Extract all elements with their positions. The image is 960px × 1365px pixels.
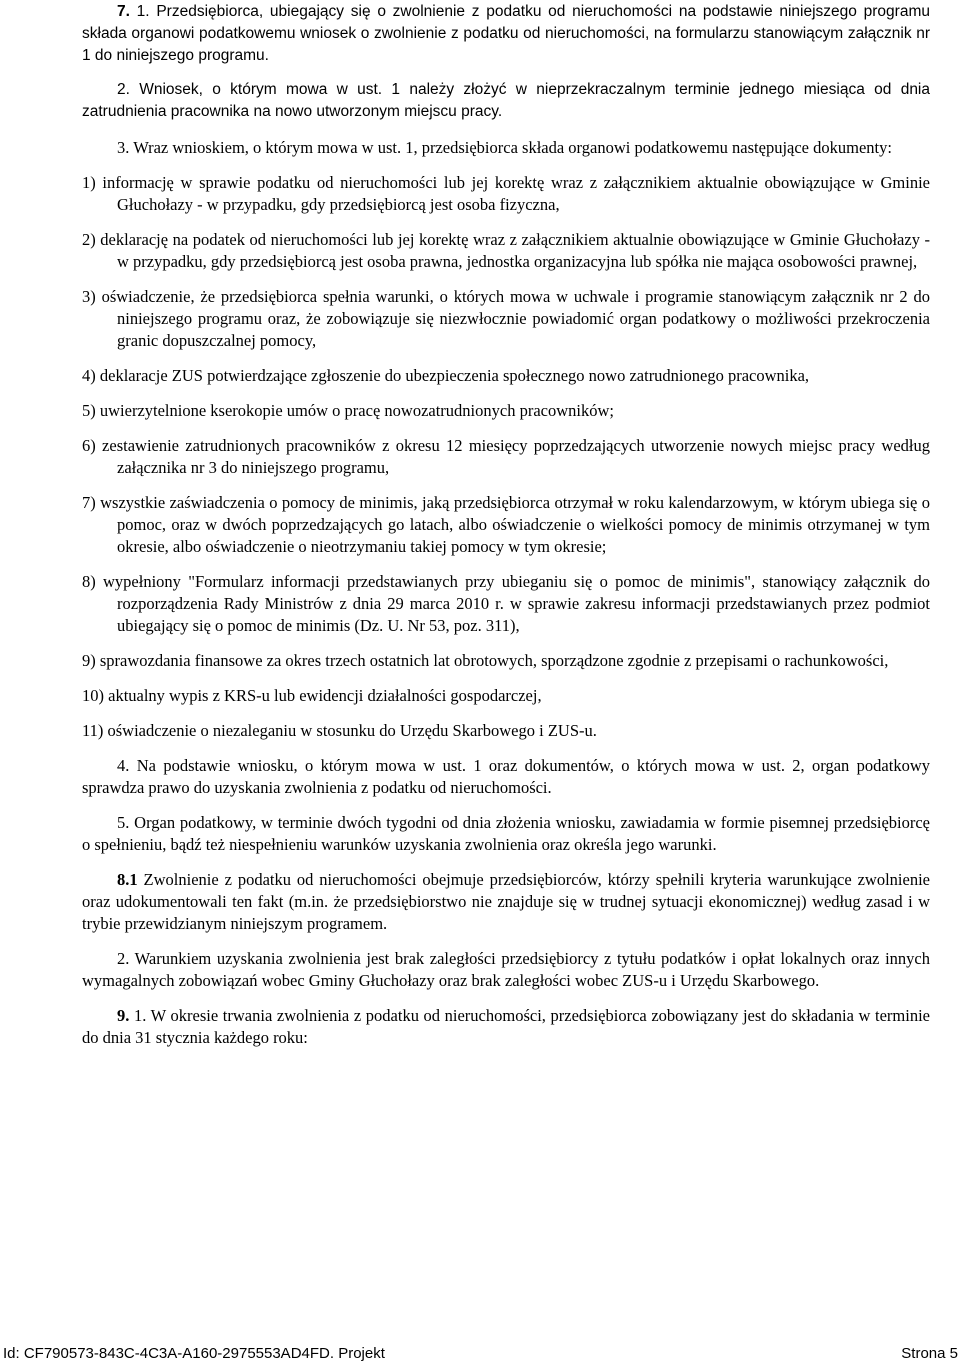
section-8-number: 8.1 (117, 870, 138, 889)
document-list-item-6: 6) zestawienie zatrudnionych pracowników z okresu 12 miesięcy poprzedzających utworzenie nowych miejsc pracy według załącznika nr 3 do niniejszego programu, (82, 436, 930, 477)
section-9-paragraph-1-text: 1. W okresie trwania zwolnienia z podatku od nieruchomości, przedsiębiorca zobowiązany jest do składania w terminie do dnia 31 stycznia każdego roku: (82, 1006, 930, 1047)
section-7-paragraph-3: 3. Wraz wnioskiem, o którym mowa w ust. 1, przedsiębiorca składa organowi podatkowemu następujące dokumenty: (117, 138, 892, 157)
section-7-number: 7. (117, 3, 130, 20)
document-list-item-7: 7) wszystkie zaświadczenia o pomocy de minimis, jaką przedsiębiorca otrzymał w roku kalendarzowym, w którym ubiega się o pomoc, oraz w dwóch poprzedzających go latach, albo oświadczenie o wielkości pomocy de minimis otrzymanej w tym okresie, albo oświadczenie o nieotrzymaniu takiej pomocy w tym okresie; (82, 493, 930, 556)
document-list-item-11: 11) oświadczenie o niezaleganiu w stosunku do Urzędu Skarbowego i ZUS-u. (82, 721, 597, 740)
page-number: Strona 5 (901, 1345, 958, 1362)
section-9-number: 9. (117, 1006, 130, 1025)
section-9-paragraph-1 (82, 1005, 930, 1049)
document-list-item-9: 9) sprawozdania finansowe za okres trzech ostatnich lat obrotowych, sporządzone zgodnie z przepisami o rachunkowości, (82, 651, 889, 670)
section-7-paragraph-1 (82, 1, 930, 67)
section-7-paragraph-5: 5. Organ podatkowy, w terminie dwóch tygodni od dnia złożenia wniosku, zawiadamia w formie pisemnej przedsiębiorcę o spełnieniu, bądź też niespełnieniu warunków uzyskania zwolnienia oraz określa jego warunki. (82, 813, 930, 854)
document-list-item-10: 10) aktualny wypis z KRS-u lub ewidencji działalności gospodarczej, (82, 686, 542, 705)
document-list-item-2: 2) deklarację na podatek od nieruchomości lub jej korektę wraz z załącznikiem aktualnie obowiązujące w Gminie Głuchołazy - w przypadku, gdy przedsiębiorcą jest osoba prawna, jednostka organizacyjna lub spółka nie mająca osobowości prawnej, (82, 230, 930, 271)
document-page (82, 0, 930, 1049)
document-list-item-3: 3) oświadczenie, że przedsiębiorca spełnia warunki, o których mowa w uchwale i programie stanowiącym załącznik nr 2 do niniejszego programu oraz, że zobowiązuje się niezwłocznie powiadomić organ podatkowy o możliwości przekroczenia granic dopuszczalnej pomocy, (82, 287, 930, 350)
document-list-item-8: 8) wypełniony "Formularz informacji przedstawianych przy ubieganiu się o pomoc de minimis", stanowiący załącznik do rozporządzenia Rady Ministrów z dnia 29 marca 2010 r. w sprawie zakresu informacji przedstawianych przez podmiot ubiegający się o pomoc de minimis (Dz. U. Nr 53, poz. 311), (82, 572, 930, 635)
section-8-paragraph-1-text: Zwolnienie z podatku od nieruchomości obejmuje przedsiębiorców, którzy spełnili kryteria warunkujące zwolnienie oraz udokumentowali ten fakt (m.in. że przedsiębiorstwo nie znajduje się w trudnej sytuacji ekonomicznej) według zasad i w trybie przewidzianym niniejszym programem. (82, 870, 930, 933)
section-7-paragraph-4: 4. Na podstawie wniosku, o którym mowa w ust. 1 oraz dokumentów, o których mowa w ust. 2, organ podatkowy sprawdza prawo do uzyskania zwolnienia z podatku od nieruchomości. (82, 756, 930, 797)
section-8-paragraph-1 (82, 869, 930, 935)
document-id: Id: CF790573-843C-4C3A-A160-2975553AD4FD. Projekt (3, 1345, 385, 1362)
document-list-item-1: 1) informację w sprawie podatku od nieruchomości lub jej korektę wraz z załącznikiem aktualnie obowiązujące w Gminie Głuchołazy - w przypadku, gdy przedsiębiorcą jest osoba fizyczna, (82, 173, 930, 214)
section-7-paragraph-1-text: 1. Przedsiębiorca, ubiegający się o zwolnienie z podatku od nieruchomości na podstawie niniejszego programu składa organowi podatkowemu wniosek o zwolnienie z podatku od nieruchomości, na formularzu stanowiącym załącznik nr 1 do niniejszego programu. (82, 3, 930, 64)
section-8-paragraph-2: 2. Warunkiem uzyskania zwolnienia jest brak zaległości przedsiębiorcy z tytułu podatków i opłat lokalnych oraz innych wymagalnych zobowiązań wobec Gminy Głuchołazy oraz brak zaległości wobec ZUS-u i Urzędu Skarbowego. (82, 949, 930, 990)
section-7-paragraph-2: 2. Wniosek, o którym mowa w ust. 1 należy złożyć w nieprzekraczalnym terminie jednego miesiąca od dnia zatrudnienia pracownika na nowo utworzonym miejscu pracy. (82, 81, 930, 120)
document-list-item-4: 4) deklaracje ZUS potwierdzające zgłoszenie do ubezpieczenia społecznego nowo zatrudnionego pracownika, (82, 366, 810, 385)
document-list-item-5: 5) uwierzytelnione kserokopie umów o pracę nowozatrudnionych pracowników; (82, 401, 614, 420)
